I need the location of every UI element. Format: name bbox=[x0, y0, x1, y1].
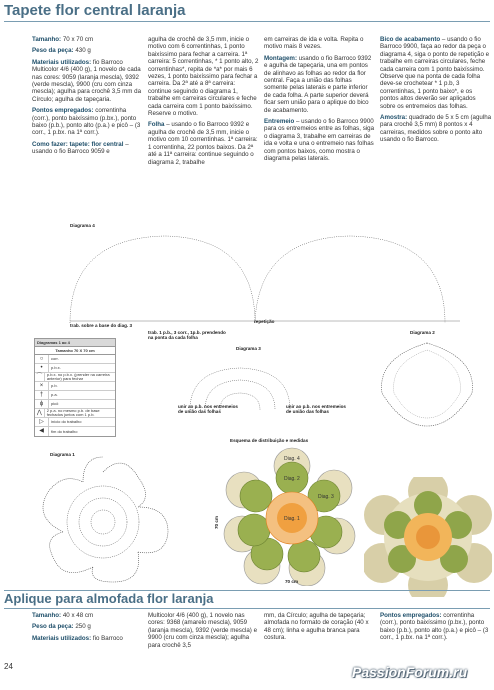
diagram-1-petals bbox=[43, 457, 168, 582]
bico-text: – usando o fio Barroco 9900, faça ao redor da peça o diagrama 4, siga o ponto de repetição e trabalhe em carreiras circulares, feche cada carreira com 1 ponto baixíssimo. Observe que na ponta de cada folha deve-se crochetear * 1 p.b, 3 correntinhas, 1 ponto baixo*, e os pontos altos deverão ser apliçados sobre os entremeios das folhas. bbox=[380, 36, 490, 110]
s2-points-line bbox=[380, 612, 492, 642]
folha-line bbox=[148, 121, 260, 165]
s2-col2-text: Multicolor 4/6 (400 g), 1 novelo nas cores: 9368 (amarelo mescla), 9059 (laranja mescla), 9392 (verde mescla) e 9900 (cru com cinza mescla); agulha para crochê 3,5 bbox=[148, 612, 258, 649]
repeticao-label: repetição bbox=[254, 319, 275, 324]
diagram-1-drawing bbox=[28, 452, 178, 592]
entremeio-line bbox=[264, 118, 376, 162]
esquema-label: Esquema de distribuição e medidas bbox=[230, 438, 309, 443]
diagram-4-fan-left bbox=[70, 236, 255, 323]
legend-symbol: ⋀ bbox=[35, 409, 45, 417]
entremeio-text: – usando o fio Barroco 9900 para os entremeios entre as folhas, siga o diagrama 3, trabalhe em carreiras de ida e volta e una o entremeio nas folhas com pontos baixos, como mostra o diagrama pelas laterais. bbox=[264, 118, 375, 163]
montagem-label: Montagem: bbox=[264, 54, 297, 62]
s2-materials-text: fio Barroco bbox=[92, 634, 123, 642]
diagram-3-label: Diagrama 3 bbox=[236, 346, 261, 351]
materials-text: fio Barroco Multicolor 4/6 (400 g), 1 novelo de cada nas cores: 9059 (laranja mescla), 9392 (verde mescla), 9900 (cru com cinza mescla); agulha para crochê 3,5 mm da Círculo; agulha de tapeçaria. bbox=[32, 58, 142, 103]
legend-text: corr. bbox=[51, 356, 59, 362]
legend-symbol: ɸ bbox=[35, 400, 49, 408]
legend-row bbox=[35, 355, 115, 364]
legend-symbol: • bbox=[35, 364, 49, 372]
s2-weight-label: Peso da peça: bbox=[32, 623, 74, 631]
legend-header: Diagramas 1 ao 4 bbox=[35, 339, 115, 347]
legend-text: p.a. bbox=[51, 392, 58, 398]
section2-rule bbox=[4, 608, 490, 609]
legend-text: picô bbox=[51, 401, 59, 407]
s2-materials-label: Materiais utilizados: bbox=[32, 634, 92, 642]
amostra-line bbox=[380, 114, 492, 144]
legend-subheader: Tamanho 70 X 70 cm bbox=[35, 347, 115, 355]
size-value: 70 x 70 cm bbox=[62, 36, 94, 43]
crochet-photo bbox=[364, 477, 492, 597]
column-3 bbox=[264, 36, 376, 167]
s2-column-2 bbox=[148, 612, 260, 653]
legend-row bbox=[35, 427, 115, 436]
s2-points-label: Pontos empregados: bbox=[380, 612, 442, 619]
unir-label-1: unir ao p.b. nos entremeios de união das folhas bbox=[178, 404, 238, 414]
diagram-4-drawing bbox=[0, 228, 494, 328]
weight-value: 430 g bbox=[75, 47, 91, 55]
legend-symbol: † bbox=[35, 391, 49, 399]
amostra-label: Amostra: bbox=[380, 114, 408, 122]
trab2-label: trab. 1 p.b., 3 corr., 1p.b. prendendo na ponta da cada folha bbox=[148, 330, 226, 340]
diagram-4-label: Diagrama 4 bbox=[70, 223, 95, 228]
diagram-2-label: Diagrama 2 bbox=[410, 330, 435, 335]
page-number: 24 bbox=[4, 662, 13, 671]
s2-weight-line bbox=[32, 623, 144, 630]
column-4 bbox=[380, 36, 492, 148]
legend-row bbox=[35, 409, 115, 418]
folha-label: Folha bbox=[148, 121, 165, 129]
title-rule bbox=[4, 21, 490, 22]
schema-entre-diag: Diag. 3 bbox=[318, 494, 334, 500]
s2-weight-value: 250 g bbox=[75, 623, 91, 631]
amostra-text: quadrado de 5 x 5 cm (agulha para crochê 3,5 mm) 8 pontos x 4 carreiras, medidos sobre o ponto alto usando o fio Barroco. bbox=[380, 114, 492, 144]
legend-text: p.b.x. bbox=[51, 365, 61, 371]
montagem-text: usando o fio Barroco 9392 e agulha de tapeçaria, una em pontos de alinhavo as folhas ao redor da flor central. Faça a união das folhas somente pelas laterais e parte inferior de cada folha. A parte superior deverá ficar sem união para o aplique do bico de acabamento. bbox=[264, 54, 372, 114]
weight-line bbox=[32, 47, 144, 54]
legend-symbol: ▷ bbox=[35, 418, 49, 426]
legend-text: 2 p.a. no mesmo p.b. de base fechados juntos com 1 p.b. bbox=[46, 408, 100, 417]
unir-label-2: unir ao p.b. nos entremeios de união das folhas bbox=[286, 404, 346, 414]
s2-col3-text: mm, da Círculo; agulha de tapeçaria; almofada no formato de coração (40 x 48 cm); linha e agulha branca para costura. bbox=[264, 612, 369, 642]
distribution-schema bbox=[222, 446, 362, 586]
instructions-columns bbox=[32, 36, 492, 236]
schema-border-diag: Diag. 4 bbox=[284, 456, 300, 462]
materials-label: Materiais utilizados: bbox=[32, 58, 92, 66]
legend-symbol: × bbox=[35, 382, 49, 390]
col3-paragraph: em carreiras de ida e volta. Repita o motivo mais 8 vezes. bbox=[264, 36, 364, 51]
legend-row bbox=[35, 391, 115, 400]
column-1 bbox=[32, 36, 144, 160]
s2-materials-line bbox=[32, 635, 144, 642]
legend-row bbox=[35, 382, 115, 391]
materials-line bbox=[32, 59, 144, 103]
schema-center-diag: Diag. 1 bbox=[284, 516, 300, 522]
legend-text: p.b.x. no p.b.x. (prender na carreira anterior) para fechar bbox=[46, 372, 110, 381]
legend-row bbox=[35, 373, 115, 382]
column-2 bbox=[148, 36, 260, 170]
howto-label: Como fazer: tapete: flor central bbox=[32, 140, 124, 148]
dim-vertical: 70 cm bbox=[214, 515, 220, 530]
dim-horizontal: 70 cm bbox=[285, 579, 299, 584]
legend-symbol: ⌒ bbox=[35, 373, 45, 381]
s2-size-line bbox=[32, 612, 144, 619]
s2-column-3 bbox=[264, 612, 376, 646]
schema-leaf-diag: Diag. 2 bbox=[284, 476, 300, 482]
entremeio-label: Entremeio bbox=[264, 118, 295, 126]
legend-row bbox=[35, 418, 115, 427]
points-label: Pontos empregados: bbox=[32, 107, 94, 115]
size-line bbox=[32, 36, 144, 43]
legend-rows bbox=[35, 355, 115, 436]
size-label: Tamanho: bbox=[32, 36, 62, 43]
s2-column-4 bbox=[380, 612, 492, 646]
diagram-area bbox=[0, 220, 494, 590]
s2-points-text: correntinha (corr.), ponto baixíssimo (p.bx.), ponto baixo (p.b.), ponto alto (p.a.) e picô – (3 corr., 1 p.bx. na 1ª corr.). bbox=[380, 612, 489, 642]
stitch-legend bbox=[34, 338, 116, 437]
bico-label: Bico de acabamento bbox=[380, 36, 441, 43]
legend-symbol: ◀ bbox=[35, 427, 49, 436]
section2-title: Aplique para almofada flor laranja bbox=[4, 591, 214, 606]
weight-label: Peso da peça: bbox=[32, 47, 74, 55]
page-title: Tapete flor central laranja bbox=[4, 2, 186, 19]
s2-size-label: Tamanho: bbox=[32, 612, 62, 619]
howto-line bbox=[32, 141, 144, 156]
diagram-4-fan-right bbox=[255, 236, 445, 323]
points-text: correntinha (corr.), ponto baixíssimo (p.bx.), ponto baixo (p.b.), ponto alto (p.a.) e picô – (3 corr., 1 p.bx. na 1ª corr.). bbox=[32, 107, 141, 137]
points-line bbox=[32, 107, 144, 137]
folha-text: – usando o fio Barroco 9392 e agulha de crochê de 3,5 mm, inicie o motivo com 10 correntinhas. 1ª carreira: 1 correntinha, 22 pontos baixos. Da 2ª até a 11ª carreira: continue seguindo o diagrama 2, trabalhe bbox=[148, 121, 258, 166]
howto-text: – usando o fio Barroco 9059 e bbox=[32, 140, 129, 156]
trab-label: trab. sobre a base do diag. 3 bbox=[70, 323, 133, 328]
col2-paragraph: agulha de crochê de 3,5 mm, inicie o motivo com 6 correntinhas, 1 ponto baixíssimo para fechar a carreira. 1ª carreira: 5 correntinhas, * 1 ponto alto, 2 correntinhas*, repita de *a* por mais 6 vezes, 1 ponto baixíssimo para fechar a carreira. Da 2ª até a 8ª carreira: continue seguindo o diagrama 1, trabalhe em carreiras circulares e feche cada carreira com 1 ponto baixíssimo. Reserve o motivo. bbox=[148, 36, 259, 118]
montagem-line bbox=[264, 55, 376, 114]
watermark: PassionForum.ru bbox=[352, 664, 468, 680]
bico-line bbox=[380, 36, 492, 110]
s2-size-value: 40 x 48 cm bbox=[62, 612, 94, 619]
legend-symbol: ○ bbox=[35, 355, 49, 363]
legend-text: p.b. bbox=[51, 383, 58, 389]
legend-text: início do trabalho bbox=[51, 419, 82, 425]
leaf-outline bbox=[382, 343, 473, 426]
s2-column-1 bbox=[32, 612, 144, 646]
legend-text: fim do trabalho bbox=[51, 428, 78, 434]
diagram-2-drawing bbox=[372, 338, 482, 428]
diagram-1-label: Diagrama 1 bbox=[50, 452, 75, 457]
